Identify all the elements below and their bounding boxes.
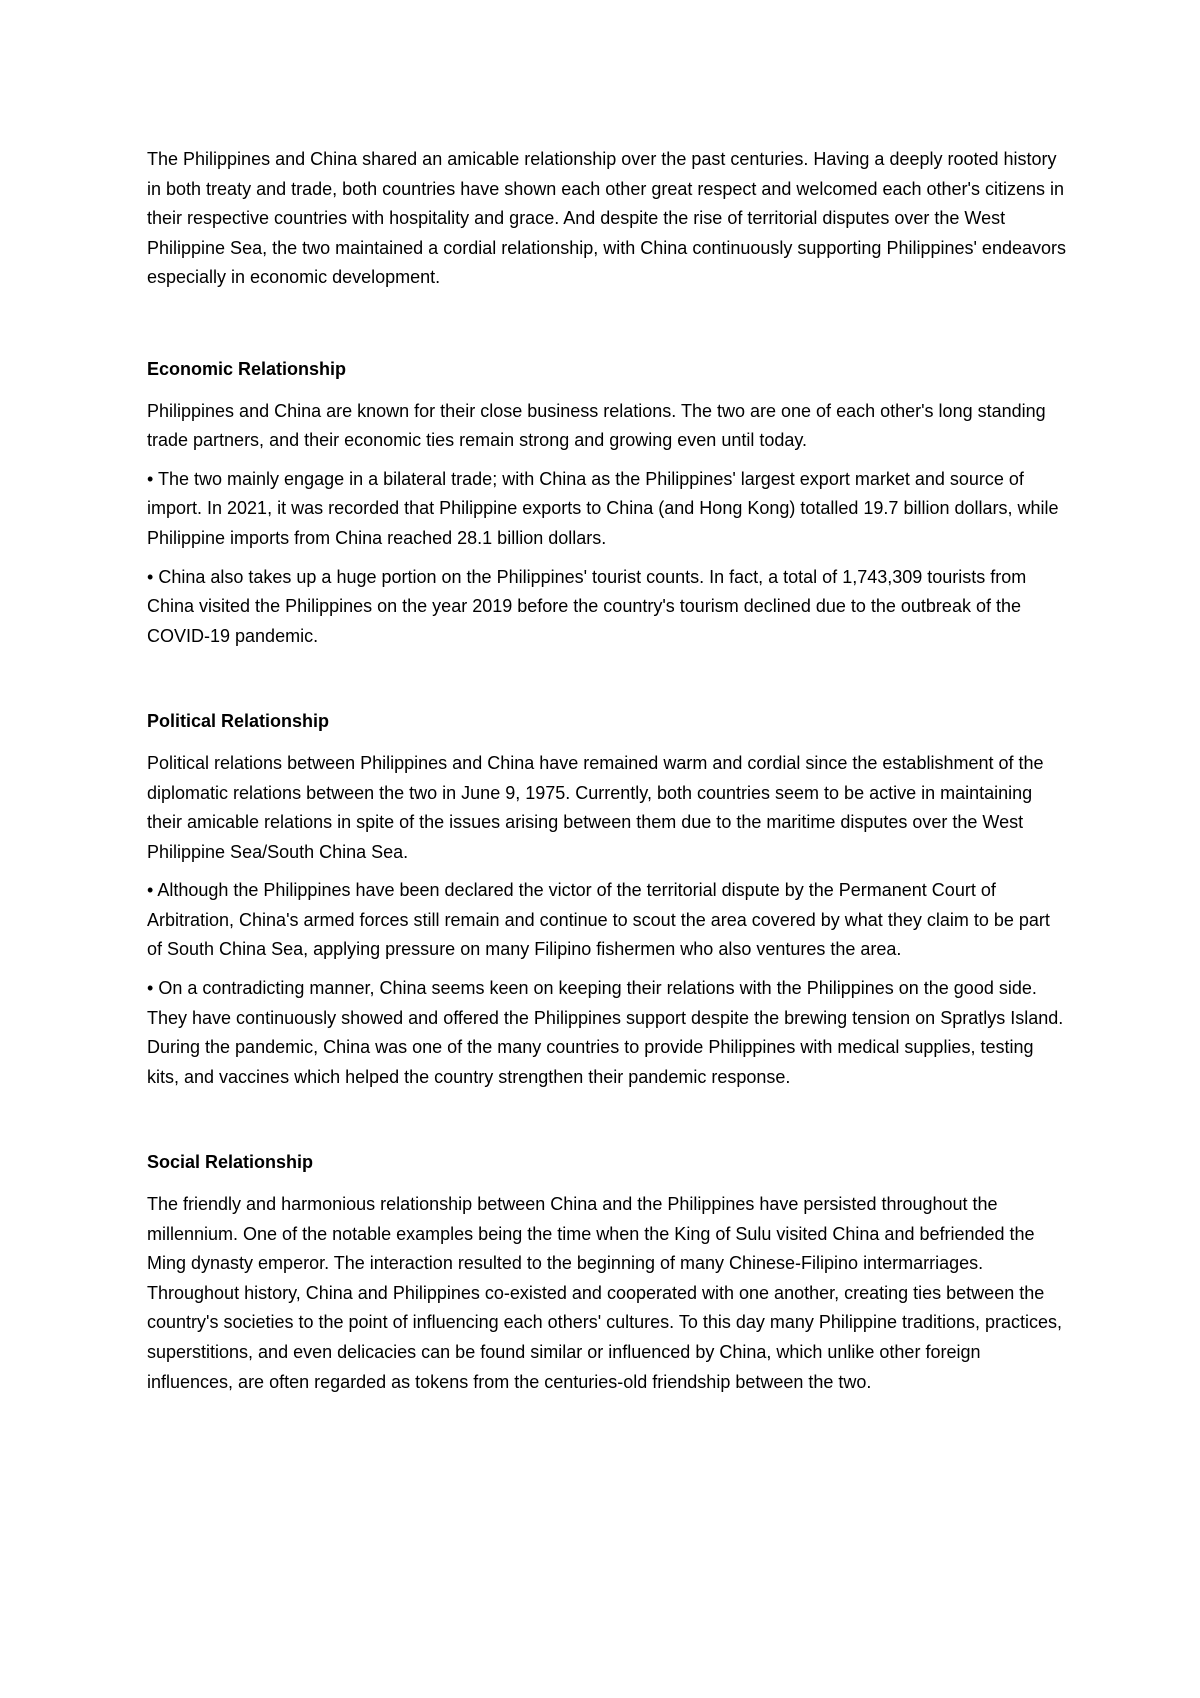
bullet-item [147, 974, 1067, 1092]
section-heading: Social Relationship [147, 1152, 314, 1173]
section-paragraph: Philippines and China are known for their close business relations. The two are one of each other's long standing trade partners, and their economic ties remain strong and growing even until today. [147, 400, 1046, 451]
bullet-item [147, 563, 1067, 652]
section-heading: Political Relationship [147, 711, 330, 732]
bullet-item [147, 876, 1067, 965]
bullet-text: China also takes up a huge portion on the Philippines' tourist counts. In fact, a total of 1,743,309 tourists from China visited the Philippines on the year 2019 before the country's tourism declined due to the outbreak of the COVID-19 pandemic. [147, 566, 1027, 646]
section-economic [147, 355, 1067, 651]
bullet-icon: • [147, 978, 154, 999]
bullet-text: On a contradicting manner, China seems keen on keeping their relations with the Philippines on the good side. They have continuously showed and offered the Philippines support despite the brewing tension on Spratlys Island. During the pandemic, China was one of the many countries to provide Philippines with medical supplies, testing kits, and vaccines which helped the country strengthen their pandemic response. [147, 978, 1064, 1087]
bullet-icon: • [147, 468, 154, 489]
intro-paragraph: The Philippines and China shared an amicable relationship over the past centuries. Having a deeply rooted history in both treaty and trade, both countries have shown each other great respect and welcomed each other's citizens in their respective countries with hospitality and grace. And despite the rise of territorial disputes over the West Philippine Sea, the two maintained a cordial relationship, with China continuously supporting Philippines' endeavors especially in economic development. [147, 149, 1066, 288]
section-political [147, 707, 1067, 1092]
section-spacer [147, 1101, 1067, 1148]
bullet-text: The two mainly engage in a bilateral trade; with China as the Philippines' largest export market and source of import. In 2021, it was recorded that Philippine exports to China (and Hong Kong) totalled 19.7 billion dollars, while Philippine imports from China reached 28.1 billion dollars. [147, 468, 1059, 548]
section-social [147, 1148, 1067, 1397]
section-heading: Economic Relationship [147, 358, 347, 379]
section-paragraph: Political relations between Philippines and China have remained warm and cordial since the establishment of the diplomatic relations between the two in June 9, 1975. Currently, both countries seem to be active in maintaining their amicable relations in spite of the issues arising between them due to the maritime disputes over the West Philippine Sea/South China Sea. [147, 752, 1044, 862]
document-page [147, 145, 1067, 1406]
bullet-item [147, 465, 1067, 554]
section-spacer [147, 660, 1067, 707]
bullet-text: Although the Philippines have been declared the victor of the territorial dispute by the Permanent Court of Arbitration, China's armed forces still remain and continue to scout the area covered by what they claim to be part of South China Sea, applying pressure on many Filipino fishermen who also ventures the area. [147, 880, 1050, 960]
bullet-icon: • [147, 566, 154, 587]
bullet-icon: • [147, 880, 154, 901]
section-paragraph: The friendly and harmonious relationship between China and the Philippines have persisted throughout the millennium. One of the notable examples being the time when the King of Sulu visited China and befriended the Ming dynasty emperor. The interaction resulted to the beginning of many Chinese-Filipino intermarriages. Throughout history, China and Philippines co-existed and cooperated with one another, creating ties between the country's societies to the point of influencing each others' cultures. To this day many Philippine traditions, practices, superstitions, and even delicacies can be found similar or influenced by China, which unlike other foreign influences, are often regarded as tokens from the centuries-old friendship between the two. [147, 1194, 1063, 1392]
